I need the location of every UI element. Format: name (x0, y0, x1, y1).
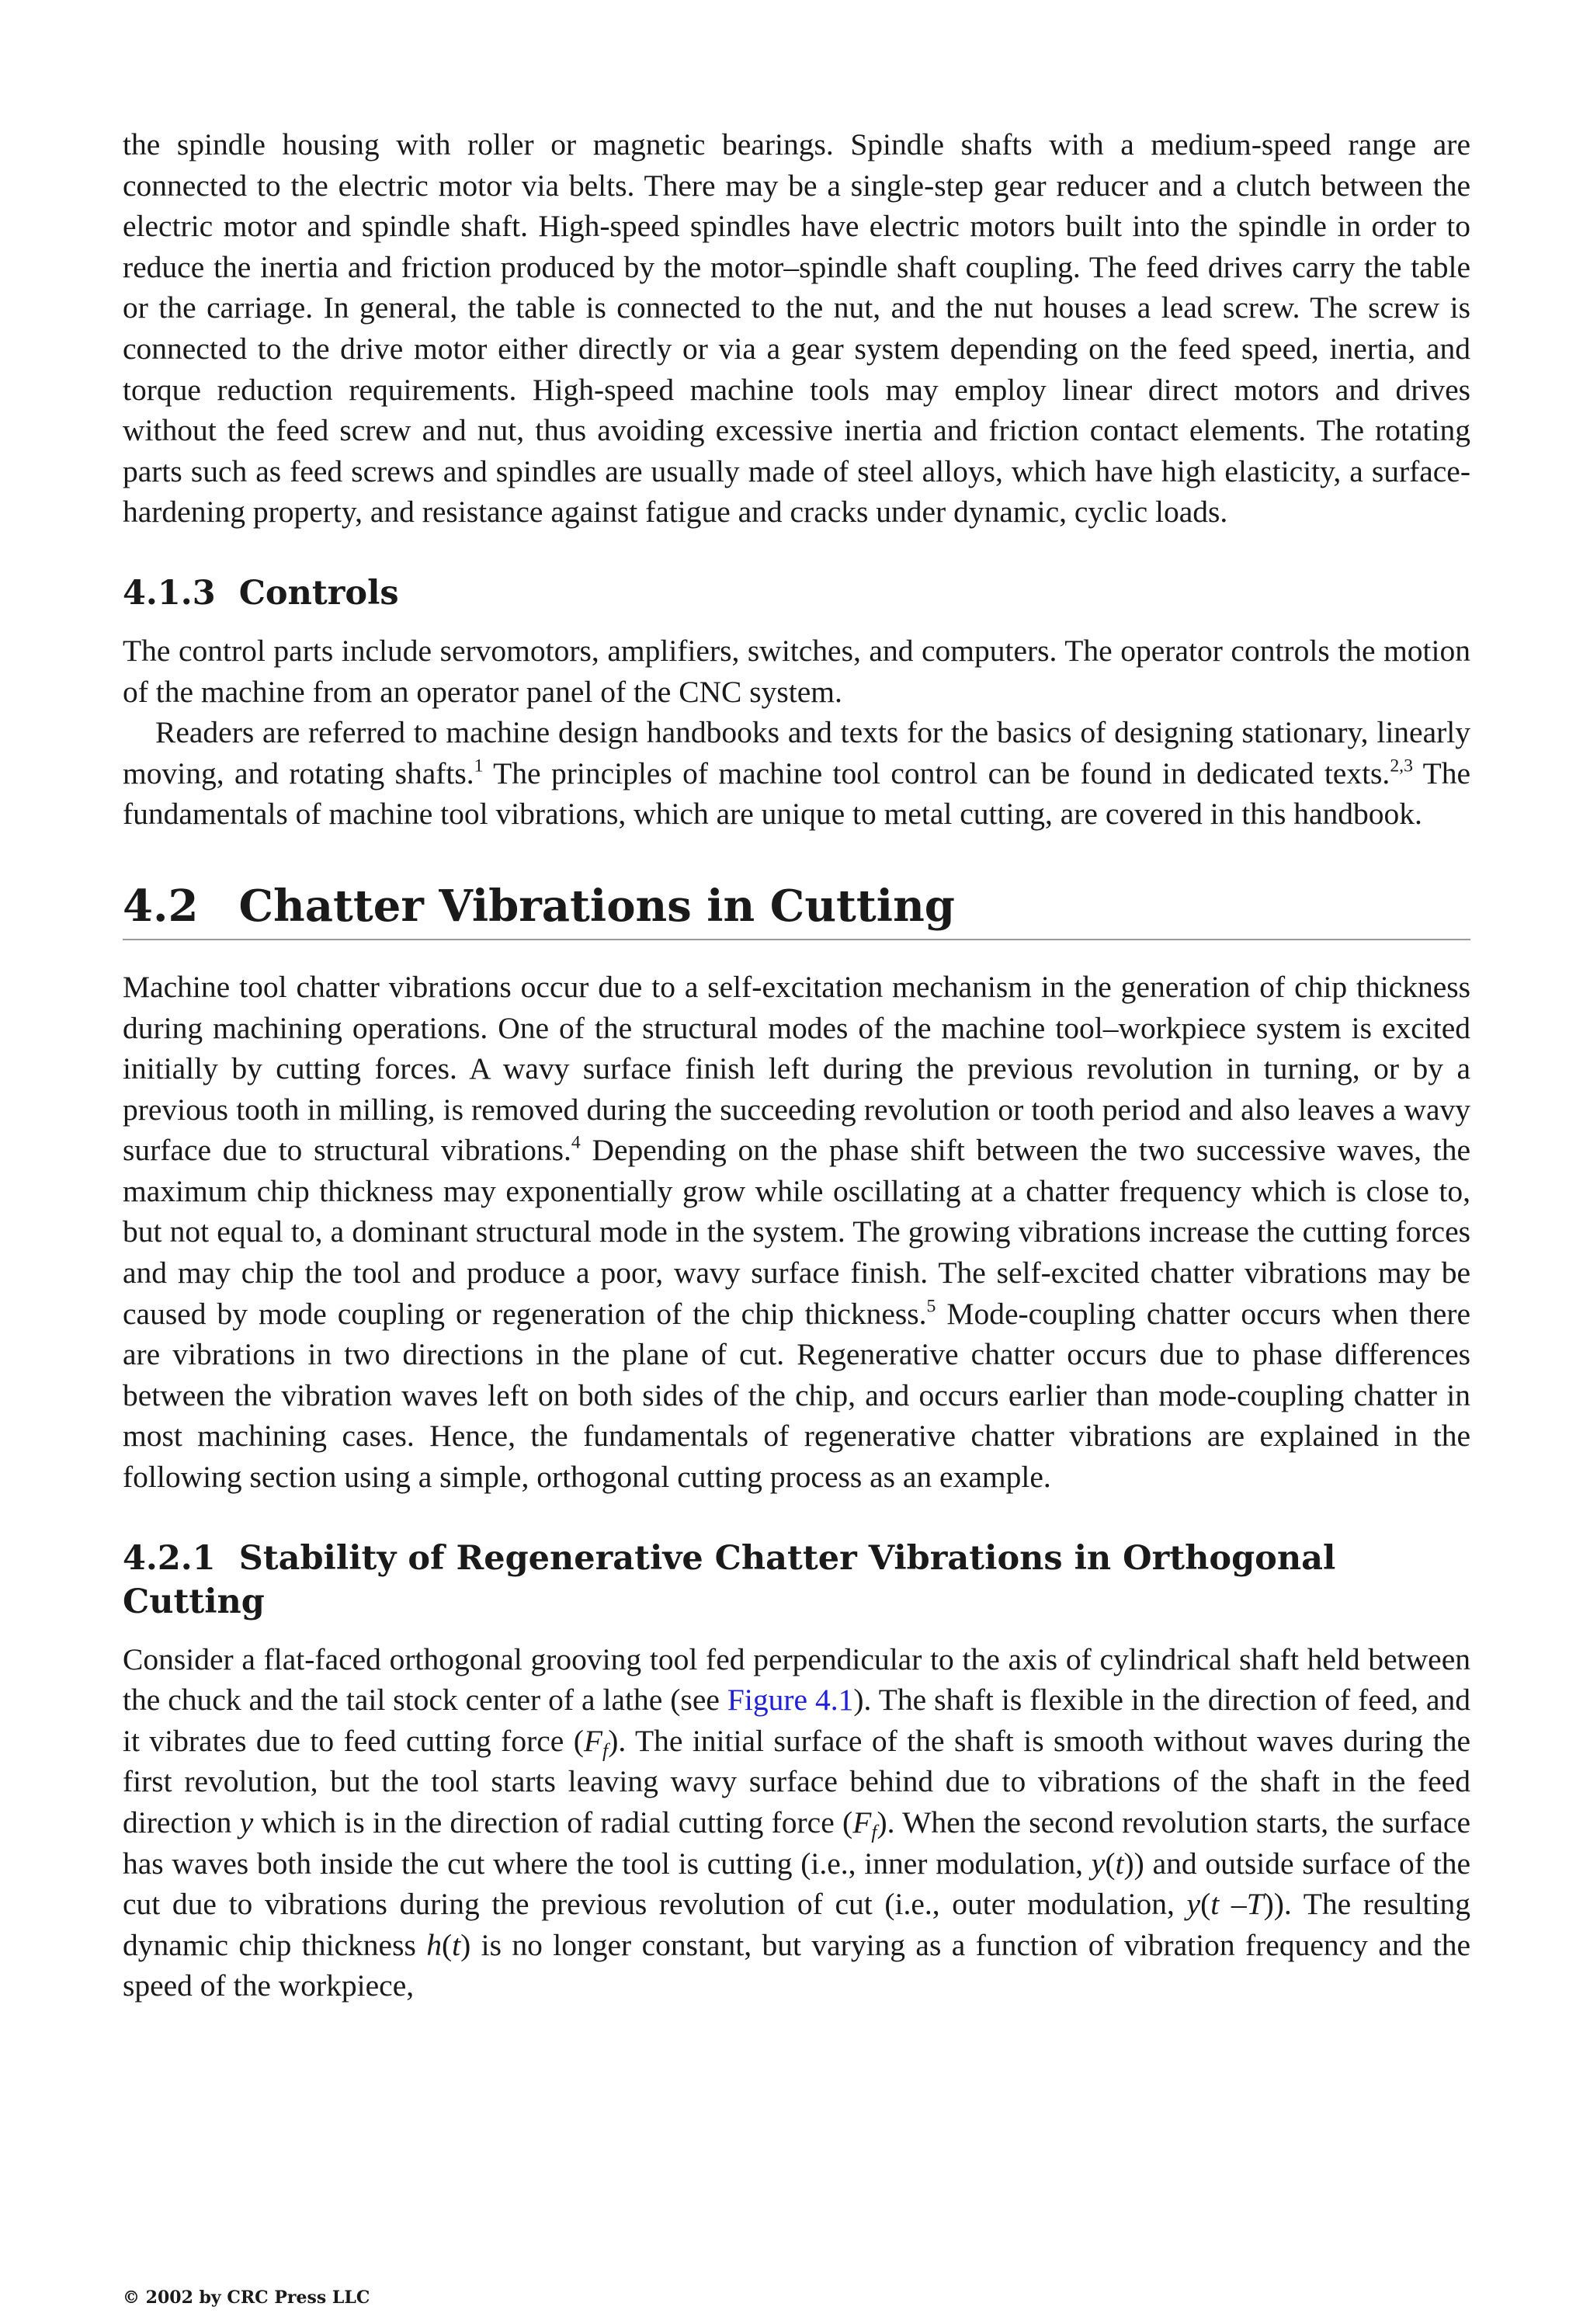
reference-1: 1 (474, 756, 484, 776)
section-number: 4.2 (123, 880, 199, 932)
controls-paragraph-2: Readers are referred to machine design handbooks and texts for the basics of designing stationary, linearly moving, and rotating shafts.$^1$ The principles of machine tool control can be found in dedicated texts.$^{2,3}$ The fundamentals of machine tool vibrations, which are unique to metal cutting, are covered in this handbook. (123, 715, 1470, 832)
page-content (123, 124, 1470, 2006)
section-heading-4-2 (123, 878, 1470, 940)
section-title: Controls (238, 573, 399, 613)
reference-2-3: 2,3 (1390, 756, 1413, 776)
controls-paragraph-1: The control parts include servomotors, amplifiers, switches, and computers. The operator controls the motion of the machine from an operator panel of the CNC system. (123, 633, 1470, 709)
section-title: Stability of Regenerative Chatter Vibrations in Orthogonal Cutting (123, 1538, 1336, 1621)
intro-paragraph: the spindle housing with roller or magnetic bearings. Spindle shafts with a medium-speed range are connected to the electric motor via belts. There may be a single-step gear reducer and a clutch between the electric motor and spindle shaft. High-speed spindles have electric motors built into the spindle in order to reduce the inertia and friction produced by the motor–spindle shaft coupling. The feed drives carry the table or the carriage. In general, the table is connected to the nut, and the nut houses a lead screw. The screw is connected to the drive motor either directly or via a gear system depending on the feed speed, inertia, and torque reduction requirements. High-speed machine tools may employ linear direct motors and drives without the feed screw and nut, thus avoiding excessive inertia and friction contact elements. The rotating parts such as feed screws and spindles are usually made of steel alloys, which have high elasticity, a surface-hardening property, and resistance against fatigue and cracks under dynamic, cyclic loads. (123, 127, 1470, 530)
copyright-footer: © 2002 by CRC Press LLC (123, 2288, 370, 2308)
figure-4-1-link[interactable]: Figure 4.1 (727, 1683, 854, 1718)
section-number: 4.2.1 (123, 1538, 216, 1578)
section-number: 4.1.3 (123, 573, 216, 613)
section-title: Chatter Vibrations in Cutting (238, 880, 955, 932)
reference-4: 4 (571, 1132, 581, 1153)
section-heading-4-1-3 (123, 571, 1470, 615)
stability-paragraph: Consider a flat-faced orthogonal grooving tool fed perpendicular to the axis of cylindrical shaft held between the chuck and the tail stock center of a lathe (see Figure 4.1). The shaft is flexible in the direction of feed, and it vibrates due to feed cutting force $(F_f)$. The initial surface of the shaft is smooth without waves during the first revolution, but the tool starts leaving wavy surface behind due to vibrations of the shaft in the feed direction y which is in the direction of radial cutting force $(F_f)$. When the second revolution starts, the surface has waves both inside the cut where the tool is cutting (i.e., inner modulation, y(t)) and outside surface of the cut due to vibrations during the previous revolution of cut (i.e., outer modulation, y(t –T)). The resulting dynamic chip thickness h(t) is no longer constant, but varying as a function of vibration frequency and the speed of the workpiece, (123, 1641, 1470, 2003)
section-heading-4-2-1 (123, 1537, 1470, 1624)
chatter-paragraph: Machine tool chatter vibrations occur due to a self-excitation mechanism in the generation of chip thickness during machining operations. One of the structural modes of the machine tool–workpiece system is excited initially by cutting forces. A wavy surface finish left during the previous revolution in turning, or by a previous tooth in milling, is removed during the succeeding revolution or tooth period and also leaves a wavy surface due to structural vibrations.$^4$ Depending on the phase shift between the two successive waves, the maximum chip thickness may exponentially grow while oscillating at a chatter frequency which is close to, but not equal to, a dominant structural mode in the system. The growing vibrations increase the cutting forces and may chip the tool and produce a poor, wavy surface finish. The self-excited chatter vibrations may be caused by mode coupling or regeneration of the chip thickness.$^5$ Mode-coupling chatter occurs when there are vibrations in two directions in the plane of cut. Regenerative chatter occurs due to phase differences between the vibration waves left on both sides of the chip, and occurs earlier than mode-coupling chatter in most machining cases. Hence, the fundamentals of regenerative chatter vibrations are explained in the following section using a simple, orthogonal cutting process as an example. (123, 969, 1471, 1495)
reference-5: 5 (926, 1296, 936, 1317)
